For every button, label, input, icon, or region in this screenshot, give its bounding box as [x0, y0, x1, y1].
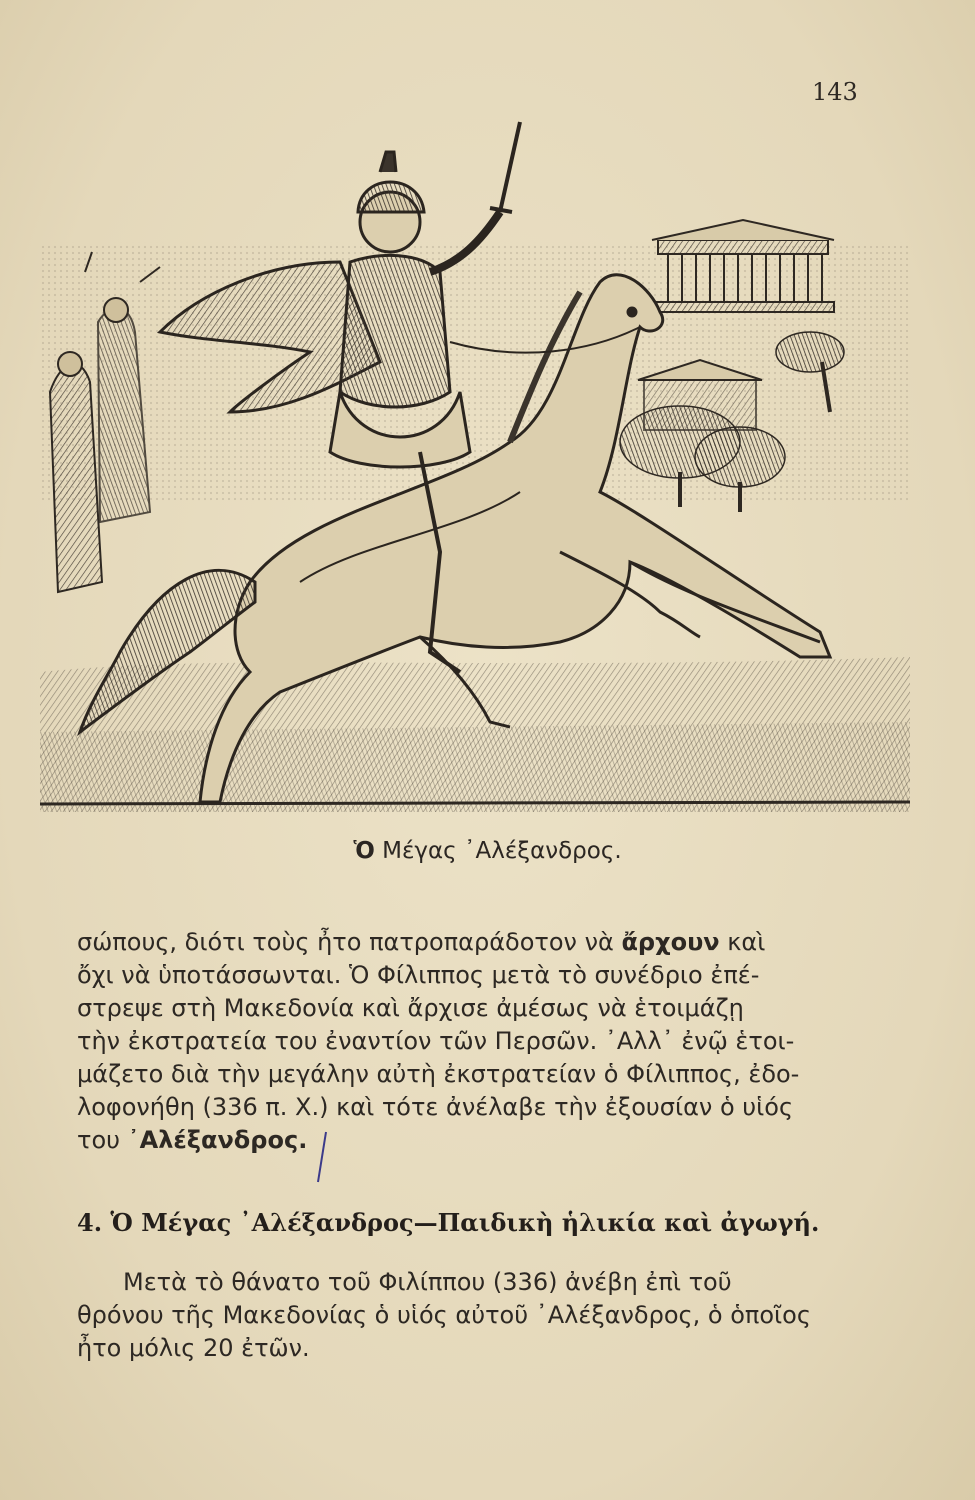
heading-title: Ὁ Μέγας ᾿Αλέξανδρος—Παιδικὴ ἡλικία καὶ ἀγωγή.: [110, 1208, 820, 1237]
line-text: καὶ: [727, 928, 766, 956]
line-text: σώπους, διότι τοὺς ἦτο πατροπαράδοτον νὰ: [77, 928, 614, 956]
paragraph-line: [77, 1124, 847, 1157]
horseman-engraving-icon: [40, 112, 910, 820]
paragraph-line: στρεψε στὴ Μακεδονία καὶ ἄρχισε ἀμέσως νὰ ἑτοιμάζῃ: [77, 994, 744, 1022]
paragraph-1: [77, 926, 847, 1157]
handwritten-mark-icon: [312, 1130, 332, 1184]
page-number: 143: [812, 78, 858, 106]
illustration-caption: [0, 838, 975, 864]
line-text: του: [77, 1126, 121, 1154]
alexander-illustration: [40, 112, 910, 820]
paragraph-line: θρόνου τῆς Μακεδονίας ὁ υἱός αὐτοῦ ᾿Αλέξανδρος, ὁ ὁποῖος: [77, 1301, 811, 1329]
paragraph-line: [77, 926, 847, 959]
paragraph-line: ὄχι νὰ ὑποτάσσωνται. Ὁ Φίλιππος μετὰ τὸ συνέδριο ἐπέ-: [77, 961, 760, 989]
paragraph-line: Μετὰ τὸ θάνατο τοῦ Φιλίππου (336) ἀνέβη ἐπὶ τοῦ: [123, 1268, 732, 1296]
bold-word: ᾿Αλέξανδρος.: [127, 1126, 308, 1154]
caption-text: Μέγας ᾿Αλέξανδρος.: [382, 838, 622, 864]
paragraph-line: μάζετο διὰ τὴν μεγάλην αὐτὴ ἐκστρατείαν ὁ Φίλιππος, ἐδο-: [77, 1060, 800, 1088]
paragraph-line: τὴν ἐκστρατεία του ἐναντίον τῶν Περσῶν. ᾿Αλλ᾿ ἐνῷ ἑτοι-: [77, 1027, 795, 1055]
bold-word: ἄρχουν: [621, 928, 720, 956]
paragraph-line: λοφονήθη (336 π. Χ.) καὶ τότε ἀνέλαβε τὴν ἐξουσίαν ὁ υἱός: [77, 1093, 794, 1121]
paragraph-line: ἦτο μόλις 20 ἐτῶν.: [77, 1334, 310, 1362]
heading-number: 4.: [77, 1208, 103, 1237]
section-heading: [77, 1208, 867, 1237]
paragraph-2: [77, 1266, 847, 1365]
caption-lead: Ὁ: [353, 838, 375, 864]
